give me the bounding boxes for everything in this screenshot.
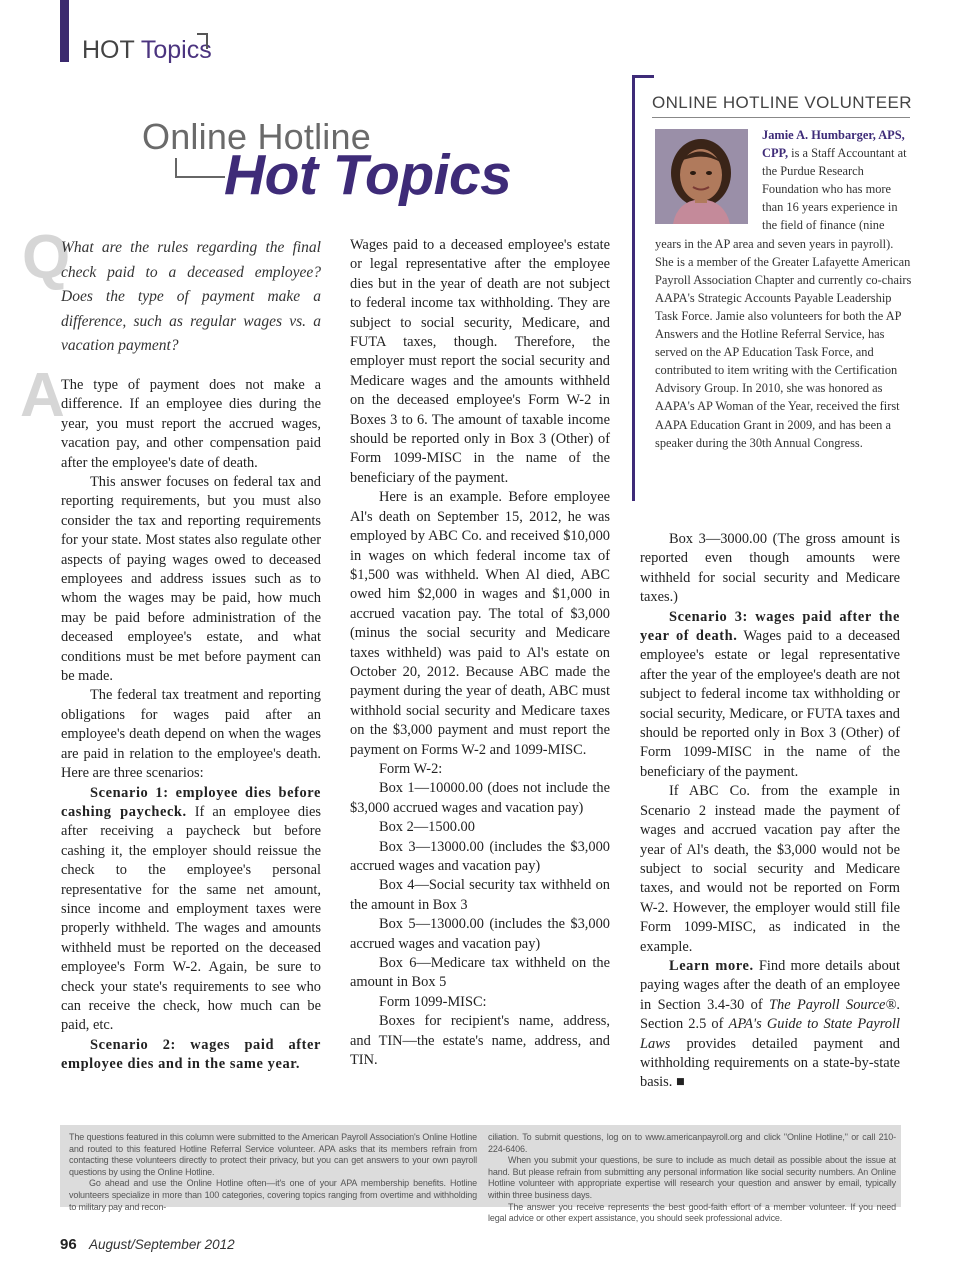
footer-note-right <box>488 1132 896 1225</box>
learn-more-paragraph <box>640 957 900 1093</box>
scenario-1-heading: Scenario 1: employee dies before cashing paycheck. <box>61 784 321 820</box>
scenario-3-body: Wages paid to a deceased employee's estate or legal representative after the year of the employee's death are not subject to federal income tax withholding or social security, Medicare, or FUTA taxes and should be reported only in Box 3 (Other) of Form 1099-MISC in the name of the beneficiary of the payment. <box>640 628 901 780</box>
learn-more-text: . Section 2.5 of <box>640 996 900 1033</box>
question-marker: Q <box>22 223 71 292</box>
footer-paragraph: ciliation. To submit questions, log on to www.americanpayroll.org and click "Online Hotline," or call 210-224-6406. <box>488 1132 896 1154</box>
reference-payroll-source: The Payroll Source® <box>769 996 897 1013</box>
answer-marker: A <box>20 361 65 430</box>
page-number: 96 <box>60 1236 77 1253</box>
scenario-2-paragraph <box>61 1036 321 1075</box>
form-box-line: Boxes for recipient's name, address, and TIN—the estate's name, address, and TIN. <box>350 1013 610 1069</box>
answer-paragraph: This answer focuses on federal tax and reporting requirements, but you must also consider the tax and reporting requirements for your state. Most states also regulate other aspects of paying wages owed to deceased employees and address issues such as to whom the wages may be paid, how much may be paid before administration of the deceased employee's estate, and what conditions must be met before payment can be made. <box>61 474 321 685</box>
title-line2: Hot Topics <box>224 143 512 207</box>
title-line1: Online Hotline <box>142 116 371 157</box>
reference-state-guide: APA's Guide to State Payroll Laws <box>640 1016 900 1052</box>
scenario-1-paragraph <box>61 784 321 1036</box>
question-text: What are the rules regarding the final check paid to a deceased employee? Does the type of payment make a difference, such as regular wages vs. a vacation payment? <box>61 239 321 355</box>
end-mark: ■ <box>676 1074 685 1091</box>
form-box-line: Box 1—10000.00 (does not include the $3,000 accrued wages and vacation pay) <box>350 780 610 816</box>
form-label: Form W-2: <box>379 760 443 777</box>
section-header <box>82 36 212 65</box>
form-box-line: Box 3—13000.00 (includes the $3,000 accrued wages and vacation pay) <box>350 838 610 874</box>
form-label: Form 1099-MISC: <box>379 993 487 1010</box>
sidebar-accent-line <box>632 75 654 78</box>
article-column-1 <box>61 236 321 1075</box>
footer-paragraph: The answer you receive represents the best good-faith effort of a member volunteer. If you need legal advice or other expert assistance, you should seek professional advice. <box>488 1201 896 1224</box>
footer-note-left <box>69 1132 477 1213</box>
issue-date: August/September 2012 <box>89 1237 235 1252</box>
section-header-word2: Topics <box>140 36 212 64</box>
sidebar-divider <box>652 117 910 118</box>
answer-paragraph: The type of payment does not make a difference. If an employee dies during the year, you must report the accrued wages, vacation pay, and other compensation paid after the employee's date of death. <box>61 376 321 471</box>
form-box-line: Box 5—13000.00 (includes the $3,000 accrued wages and vacation pay) <box>350 916 610 952</box>
footer-paragraph: When you submit your questions, be sure to include as much detail as possible about the issue at hand. But please refrain from submitting any personal information like social security numbers. An Online Hotline volunteer with appropriate expertise will research your question and answer by email, typically within three business days. <box>488 1155 896 1200</box>
header-accent-bar <box>60 0 69 62</box>
scenario-3-heading: Scenario 3: wages paid after the year of death. <box>640 608 900 645</box>
answer-paragraph: The federal tax treatment and reporting obligations for wages paid after an employee's death depend on when the wages are paid in relation to the employee's death. Here are three scenarios: <box>61 687 321 782</box>
scenario-3-example: If ABC Co. from the example in Scenario 2 instead made the payment of wages and accrued vacation pay after the year of Al's death, the $3,000 would not be subject to social security and Medicare taxes, and would not be reported on Form W-2. However, the employer would still file Form 1099-MISC, as indicated in the example. <box>640 783 900 955</box>
footer-note-box <box>60 1125 901 1224</box>
form-box-line: Box 3—3000.00 (The gross amount is reported even though amounts were withheld for social security and Medicare taxes.) <box>640 531 900 606</box>
article-column-2 <box>350 236 610 1070</box>
learn-more-text: Find more details about paying wages after the death of an employee in Section 3.4-30 of <box>640 957 900 1013</box>
title-bracket <box>175 158 225 178</box>
footer-paragraph: Go ahead and use the Online Hotline often—it's one of your APA membership benefits. Hotline volunteers specialize in more than 100 categories, covering topics ranging from overtime and withholding to military pay and recon- <box>69 1178 477 1212</box>
scenario-1-body: If an employee dies after receiving a paycheck but before cashing it, the employer should reissue the check to the employee's personal representative for the same net amount, since income and employment taxes were properly withheld. The wages and amounts withheld must be reported on the deceased employee's Form W-2. Again, be sure to check your state's requirements to see who can receive the check, how much can be paid, etc. <box>61 803 322 1034</box>
form-box-line: Box 4—Social security tax withheld on the amount in Box 3 <box>350 877 610 913</box>
scenario-2-heading: Scenario 2: wages paid after employee dies and in the same year. <box>61 1036 321 1073</box>
form-box-line: Box 6—Medicare tax withheld on the amount in Box 5 <box>350 955 610 991</box>
volunteer-photo <box>655 129 748 224</box>
volunteer-name: Jamie A. Humbarger, APS, CPP, <box>762 128 905 161</box>
sidebar-accent-line <box>632 75 635 501</box>
volunteer-bio-text: is a Staff Accountant at the Purdue Research Foundation who has more than 16 years experience in the field of finance (nine years in the AP area and seven years in payroll). She is a member of the Greater Lafayette American Payroll Association Chapter and currently co-chairs AAPA's Strategic Accounts Payable Leadership Task Force. Jamie also volunteers for both the AP Answers and the Hotline Referral Service, has served on the AP Education Task Force, and contributed to item writing with the Certification Advisory Group. In 2010, she was honored as AAPA's AP Woman of the Year, received the first AAPA Education Grant in 2009, and has been a speaker during the 30th Annual Congress. <box>655 146 912 450</box>
header-corner-mark <box>197 33 208 49</box>
section-header-word1: HOT <box>82 36 135 64</box>
scenario-3-paragraph <box>640 608 900 783</box>
scenario-2-body: Wages paid to a deceased employee's estate or legal representative after the employee dies but in the year of death are not subject to federal income tax withholding. They are subject to social security, Medicare, and FUTA taxes, though. Therefore, the employer must report the social security and Medicare wages and the amounts withheld on the deceased employee's Form W-2 in Boxes 3 to 6. The amount of taxable income should be reported only in Box 3 (Other) of Form 1099-MISC in the name of the beneficiary of the payment. <box>350 237 610 486</box>
example-paragraph: Here is an example. Before employee Al's death on September 15, 2012, he was employed by ABC Co. and received $10,000 in wages on which federal income tax of $1,500 was withheld. When Al died, ABC owed him $2,000 in wages and $1,000 in accrued vacation pay. The total of $3,000 (minus the social security and Medicare taxes withheld) was paid to Al's estate on October 20, 2012. Because ABC made the payment during the year of death, ABC must withhold social security and Medicare taxes on the $3,000 payment and must report the payment on Forms W-2 and 1099-MISC. <box>350 489 610 758</box>
learn-more-heading: Learn more. <box>669 957 754 974</box>
form-box-line: Box 2—1500.00 <box>379 819 475 836</box>
learn-more-text: provides detailed payment and withholding requirements on a state-by-state basis. <box>640 1035 900 1091</box>
article-column-3 <box>640 530 900 1093</box>
sidebar-title: ONLINE HOTLINE VOLUNTEER <box>652 93 912 112</box>
footer-paragraph: The questions featured in this column were submitted to the American Payroll Association's Online Hotline and routed to this featured Hotline Referral Service volunteer. APA asks that its members refrain from contacting these volunteers directly to protect their privacy, but you can get answers to your own payroll questions by using the Online Hotline. <box>69 1132 477 1177</box>
